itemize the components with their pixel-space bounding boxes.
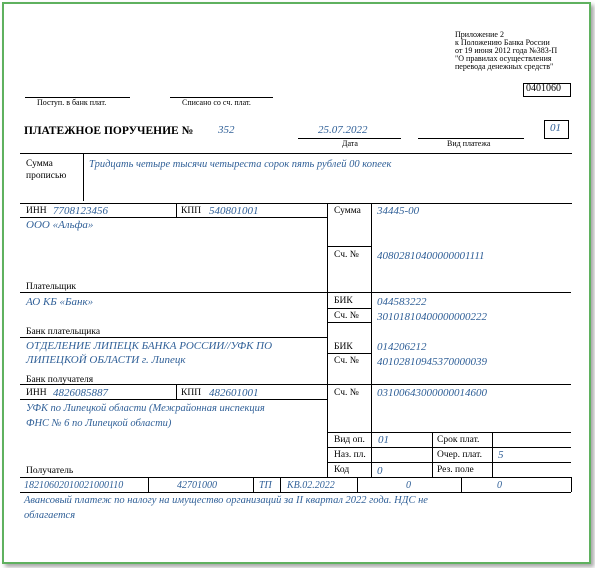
payer-kpp: 540801001 xyxy=(209,205,259,217)
payee-bank-name-line-1: ОТДЕЛЕНИЕ ЛИПЕЦК БАНКА РОССИИ//УФК ПО xyxy=(26,340,273,352)
payee-bank-name-line-2: ЛИПЕЦКОЙ ОБЛАСТИ г. Липецк xyxy=(26,354,186,366)
payer-account: 40802810400000001111 xyxy=(377,250,485,262)
payee-kpp-label: КПП xyxy=(181,388,202,398)
payee-name-line-2: ФНС № 6 по Липецкой области) xyxy=(26,418,172,429)
payee-bank-account: 40102810945370000039 xyxy=(377,356,487,368)
code-label: Код xyxy=(334,465,350,475)
payer-inn: 7708123456 xyxy=(53,205,108,217)
appendix-line-4: "О правилах осуществления xyxy=(455,54,552,63)
amount-label: Сумма xyxy=(334,206,361,216)
payer-label: Плательщик xyxy=(26,282,77,292)
payer-bank-account: 30101810400000000222 xyxy=(377,311,487,323)
payee-name-line-1: УФК по Липецкой области (Межрайонная инспекция xyxy=(26,403,265,414)
reserve-label: Рез. поле xyxy=(437,465,474,475)
code-value: 0 xyxy=(377,465,383,477)
appendix-line-3: от 19 июня 2012 года №383-П xyxy=(455,46,558,55)
sum-words-label-2: прописью xyxy=(26,171,67,181)
appendix-line-1: Приложение 2 xyxy=(455,30,504,39)
order-date: 25.07.2022 xyxy=(318,124,368,136)
tax-oktmo: 42701000 xyxy=(177,480,217,491)
payment-purpose-line-2: облагается xyxy=(24,510,76,521)
deadline-label: Срок плат. xyxy=(437,435,480,445)
payment-purpose-line-1: Авансовый платеж по налогу на имущество организаций за II квартал 2022 года. НДС не xyxy=(24,495,428,506)
purpose-code-label: Наз. пл. xyxy=(334,450,366,460)
appendix-line-2: к Положению Банка России xyxy=(455,38,550,47)
payer-bik-label: БИК xyxy=(334,296,353,306)
payee-account: 03100643000000014600 xyxy=(377,387,487,399)
payer-bank-account-label: Сч. № xyxy=(334,311,359,321)
payee-bank-account-label: Сч. № xyxy=(334,356,359,366)
debited-label: Списано со сч. плат. xyxy=(182,98,251,107)
payee-account-label: Сч. № xyxy=(334,388,359,398)
sum-words-label-1: Сумма xyxy=(26,159,53,169)
payer-bank-label: Банк плательщика xyxy=(26,327,101,337)
payer-inn-label: ИНН xyxy=(26,206,47,216)
form-code: 0401060 xyxy=(526,83,561,94)
payee-bank-label: Банк получателя xyxy=(26,375,94,385)
tax-period: КВ.02.2022 xyxy=(287,480,335,491)
priority-label: Очер. плат. xyxy=(437,450,482,460)
op-type-value: 01 xyxy=(378,434,389,446)
payer-bank-name: АО КБ «Банк» xyxy=(26,296,94,308)
tax-doc-number: 0 xyxy=(406,480,411,491)
payer-bik: 044583222 xyxy=(377,296,427,308)
page-title: ПЛАТЕЖНОЕ ПОРУЧЕНИЕ № xyxy=(24,125,194,137)
payer-kpp-label: КПП xyxy=(181,206,202,216)
payee-label: Получатель xyxy=(26,466,74,476)
payer-name: ООО «Альфа» xyxy=(26,219,94,231)
tax-doc-date: 0 xyxy=(497,480,502,491)
sum-in-words: Тридцать четыре тысячи четыреста сорок пять рублей 00 копеек xyxy=(89,159,392,170)
priority-value: 5 xyxy=(498,449,504,461)
payee-bik: 014206212 xyxy=(377,341,427,353)
received-label: Поступ. в банк плат. xyxy=(37,98,107,107)
payee-inn: 4826085887 xyxy=(53,387,108,399)
payer-account-label: Сч. № xyxy=(334,250,359,260)
payee-kpp: 482601001 xyxy=(209,387,259,399)
order-number: 352 xyxy=(218,124,235,136)
payment-type-label: Вид платежа xyxy=(447,139,491,148)
payee-inn-label: ИНН xyxy=(26,388,47,398)
date-label: Дата xyxy=(342,139,358,148)
status-code: 01 xyxy=(550,122,561,134)
tax-basis: ТП xyxy=(259,480,272,491)
appendix-line-5: перевода денежных средств" xyxy=(455,62,554,71)
tax-kbk: 18210602010021000110 xyxy=(24,480,124,491)
op-type-label: Вид оп. xyxy=(334,435,365,445)
amount-value: 34445-00 xyxy=(377,205,420,217)
payee-bik-label: БИК xyxy=(334,342,353,352)
